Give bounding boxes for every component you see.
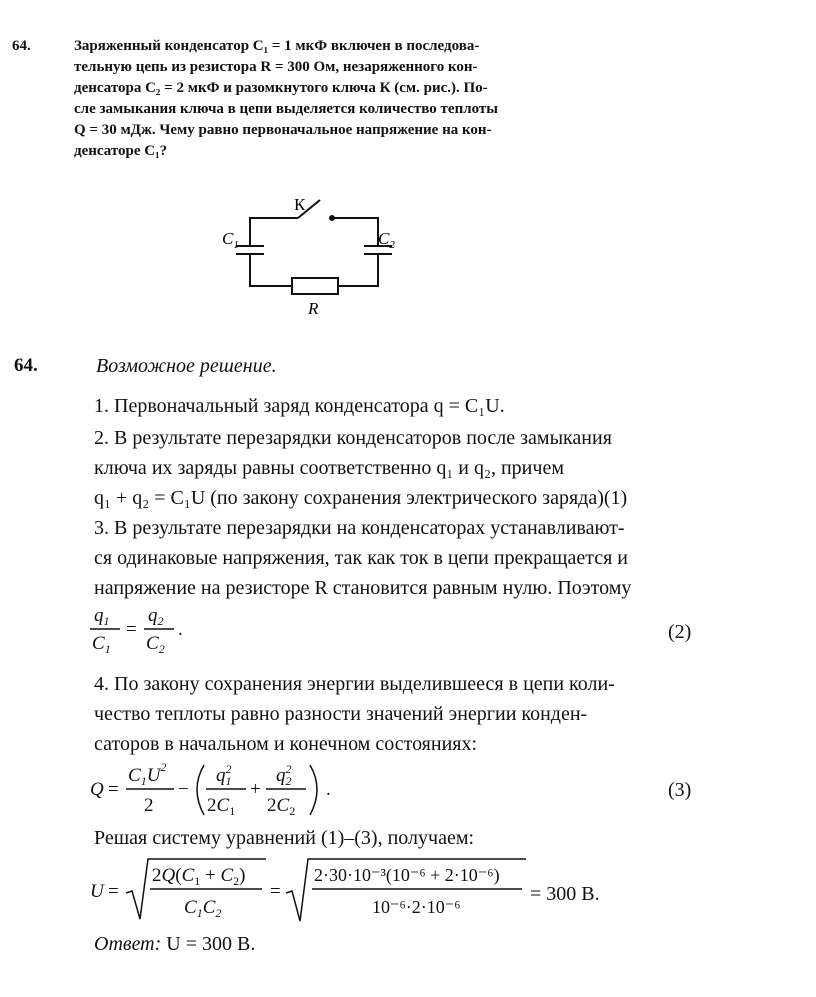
wire-bottom-left: [250, 254, 292, 286]
svg-text:=: =: [108, 779, 119, 800]
solution-number: 64.: [14, 355, 38, 376]
svg-text:q12: $q_12$: [216, 762, 232, 788]
step-4-line-3: саторов в начальном и конечном состояниях:: [94, 733, 478, 755]
equation-3-number: (3): [668, 779, 692, 801]
step-1: 1. Первоначальный заряд конденсатора q = C₁U.: [94, 395, 505, 417]
r-label: R: [308, 299, 319, 318]
svg-text:U: U: [90, 881, 104, 902]
problem-line: тельную цепь из резистора R = 300 Ом, незаряженного кон-: [74, 59, 478, 75]
result-value: = 300 В.: [530, 883, 600, 905]
svg-text:q2: $q_2$: [148, 605, 164, 628]
problem-text: [74, 36, 568, 162]
circuit-diagram: [220, 188, 410, 318]
svg-text:C1C2: $C_1C_2$: [184, 897, 222, 920]
final-formula: [86, 853, 526, 927]
c2-label: $C_2$: [378, 229, 395, 251]
problem-line: денсаторе C₁?: [74, 143, 168, 159]
svg-text:C1U2: $C_1U^2$: [128, 760, 167, 788]
answer-line: [94, 933, 255, 956]
svg-text:=: =: [270, 881, 281, 902]
wire-top-left: [250, 218, 298, 246]
svg-text:−: −: [178, 779, 189, 800]
equation-3: [86, 759, 346, 819]
step-3-line-1: 3. В результате перезарядки на конденсаторах устанавливают-: [94, 517, 625, 539]
problem-line: Q = 30 мДж. Чему равно первоначальное напряжение на кон-: [74, 122, 492, 138]
step-4-line-2: чество теплоты равно разности значений энергии конден-: [94, 703, 588, 725]
step-2-line-2: ключа их заряды равны соответственно q₁ и q₂, причем: [94, 457, 564, 479]
wire-bottom-right: [338, 254, 378, 286]
svg-text:2: 2: [144, 795, 154, 816]
svg-text:.: .: [178, 619, 183, 640]
svg-text:2C1: $2C_1$: [207, 795, 236, 818]
step-2-line-1: 2. В результате перезарядки конденсаторов после замыкания: [94, 427, 612, 449]
problem-number: 64.: [12, 38, 31, 54]
wire-top-right: [332, 218, 378, 246]
equation-2-number: (2): [668, 621, 692, 643]
step-3-line-2: ся одинаковые напряжения, так как ток в цепи прекращается и: [94, 547, 628, 569]
solve-line: Решая систему уравнений (1)–(3), получаем:: [94, 827, 475, 849]
answer-value: U = 300 В.: [166, 933, 256, 955]
svg-text:=: =: [108, 881, 119, 902]
problem-line: Заряженный конденсатор C₁ = 1 мкФ включен в последова-: [74, 38, 480, 54]
step-2-line-3: q₁ + q₂ = C₁U (по закону сохранения электрического заряда)(1): [94, 487, 628, 509]
svg-text:q1: $q_1$: [94, 605, 110, 628]
step-4-line-1: 4. По закону сохранения энергии выделившееся в цепи коли-: [94, 673, 615, 695]
svg-text:.: .: [326, 779, 331, 800]
key-label: К: [294, 195, 306, 214]
svg-text:2·30·10⁻³(10⁻⁶ + 2·10⁻⁶): 2·30·10⁻³(10⁻⁶ + 2·10⁻⁶): [314, 865, 500, 885]
svg-text:+: +: [250, 779, 261, 800]
svg-text:Q: Q: [90, 779, 104, 800]
svg-text:=: =: [126, 619, 137, 640]
svg-text:C2: $C_2$: [146, 633, 165, 656]
solution-title: Возможное решение.: [96, 355, 277, 377]
answer-label: Ответ:: [94, 933, 162, 955]
svg-text:10⁻⁶·2·10⁻⁶: 10⁻⁶·2·10⁻⁶: [372, 897, 461, 917]
c1-label: $C_1$: [222, 229, 239, 251]
svg-text:q22: $q_22$: [276, 762, 292, 788]
svg-text:C1: $C_1$: [92, 633, 111, 656]
problem-line: сле замыкания ключа в цепи выделяется количество теплоты: [74, 101, 499, 117]
resistor: [292, 278, 338, 294]
problem-line: денсатора C₂ = 2 мкФ и разомкнутого ключа К (см. рис.). По-: [74, 80, 488, 96]
equation-2: [88, 601, 198, 657]
svg-text:2Q(C1 + C2): $2Q(C_1 + C_2)$: [152, 865, 246, 888]
step-3-line-3: напряжение на резисторе R становится равным нулю. Поэтому: [94, 577, 632, 599]
svg-text:2C2: $2C_2$: [267, 795, 296, 818]
